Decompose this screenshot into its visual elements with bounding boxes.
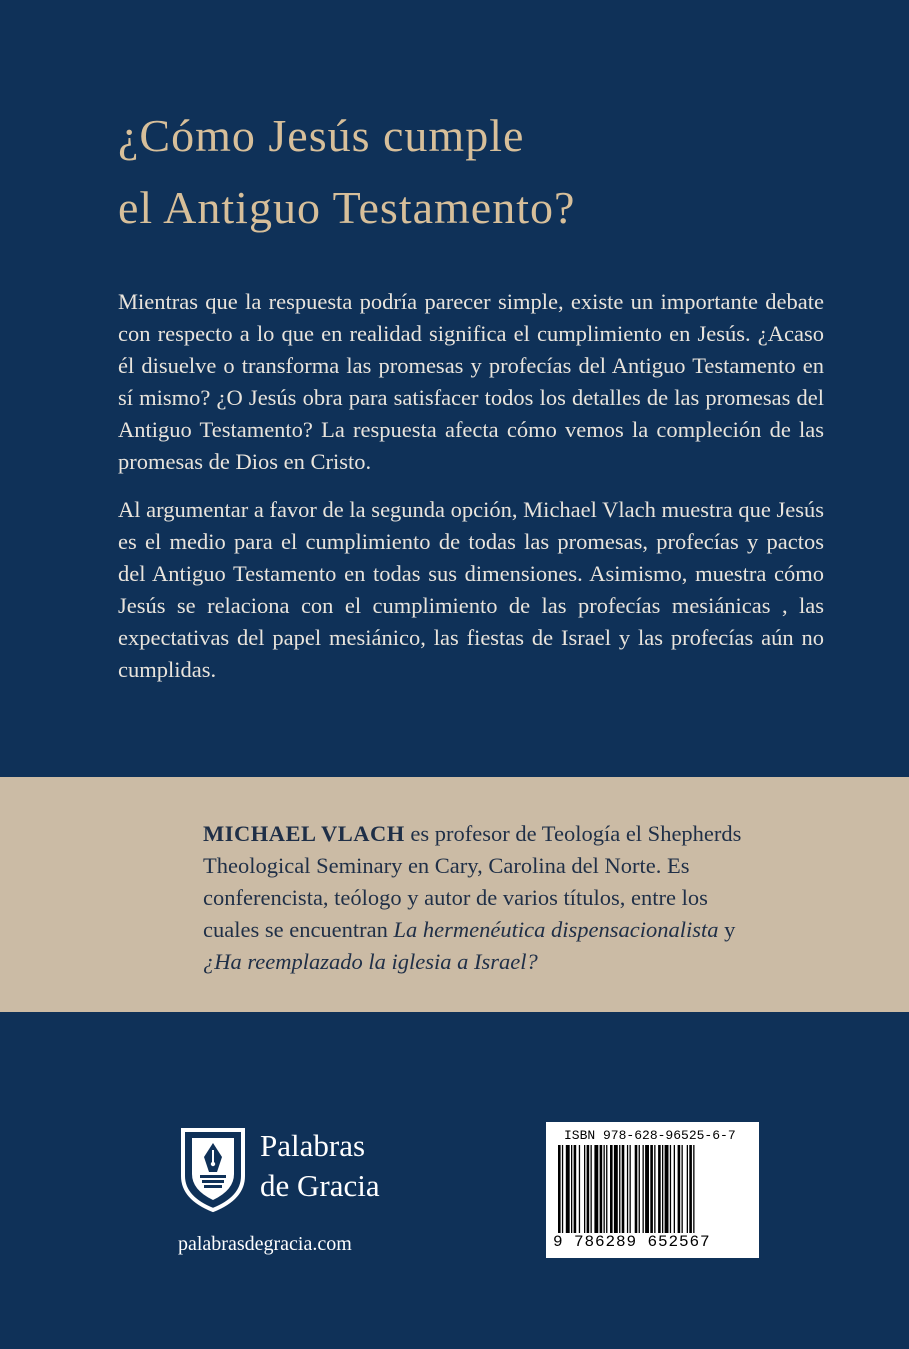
isbn-label: ISBN 978-628-96525-6-7 [564, 1128, 736, 1143]
barcode-bar [687, 1145, 688, 1233]
barcode-bar [650, 1145, 653, 1233]
book-description [118, 286, 824, 702]
publisher-name-line-2: de Gracia [260, 1168, 380, 1203]
barcode-icon [558, 1145, 748, 1235]
barcode-bar [678, 1145, 681, 1233]
description-paragraph-2: Al argumentar a favor de la segunda opción, Michael Vlach muestra que Jesús es el medio para el cumplimiento de todas las promesas, profecías y pactos del Antiguo Testamento en todas sus dimensiones. Asimismo, muestra cómo Jesús se relaciona con el cumplimiento de las profecías mesiánicas , las expectativas del papel mesiánico, las fiestas de Israel y las profecías aún no cumplidas. [118, 497, 824, 682]
bio-connector: y [718, 917, 736, 942]
barcode-bar [614, 1145, 618, 1233]
barcode-bar [693, 1145, 694, 1233]
author-bio-band [0, 777, 909, 1012]
pen-nib-shield-icon [178, 1124, 248, 1214]
ean-digits: 9 786289 652567 [553, 1233, 711, 1251]
barcode-bar [600, 1145, 603, 1233]
book-title-2: ¿Ha reemplazado la iglesia a Israel? [203, 949, 538, 974]
book-title-1: La hermenéutica dispensacionalista [393, 917, 719, 942]
barcode-bar [604, 1145, 605, 1233]
publisher-logo [178, 1124, 418, 1214]
barcode-bar [566, 1145, 570, 1233]
barcode-bar [682, 1145, 683, 1233]
description-paragraph-1: Mientras que la respuesta podría parecer simple, existe un importante debate con respecto a lo que en realidad significa el cumplimiento en Jesús. ¿Acaso él disuelve o transforma las promesas y profecías del Antiguo Testamento en sí mismo? ¿O Jesús obra para satisfacer todos los detalles de las promesas del Antiguo Testamento? La respuesta afecta cómo vemos la compleción de las promesas de Dios en Cristo. [118, 289, 824, 474]
barcode-bar [654, 1145, 655, 1233]
barcode-bar [587, 1145, 590, 1233]
barcode-bar [619, 1145, 620, 1233]
barcode-bar [670, 1145, 671, 1233]
barcode-bar [562, 1145, 563, 1233]
barcode-bar [558, 1145, 561, 1233]
barcode-bar [610, 1145, 613, 1233]
barcode-bar [574, 1145, 577, 1233]
barcode-bar [622, 1145, 625, 1233]
publisher-name [260, 1126, 380, 1206]
publisher-website: palabrasdegracia.com [178, 1233, 352, 1255]
barcode-bar [606, 1145, 607, 1233]
title-line-1: ¿Cómo Jesús cumple [118, 110, 525, 161]
barcode-bar [584, 1145, 585, 1233]
barcode-bar [662, 1145, 663, 1233]
publisher-name-line-1: Palabras [260, 1128, 366, 1163]
barcode-bar [571, 1145, 572, 1233]
isbn-barcode-box [546, 1122, 759, 1258]
cover-title [118, 100, 818, 244]
barcode-bar [689, 1145, 692, 1233]
author-bio-text: es profesor de Teología el Shepherds Theological Seminary en Cary, Carolina del Norte. Es conferencista, teólogo y autor de varios títulos, entre los cuales se encuentran [203, 821, 742, 942]
barcode-bar [579, 1145, 580, 1233]
author-name: MICHAEL VLACH [203, 821, 405, 846]
barcode-bar [635, 1145, 638, 1233]
barcode-bar [665, 1145, 669, 1233]
barcode-bar [658, 1145, 661, 1233]
barcode-bar [639, 1145, 640, 1233]
barcode-bar [674, 1145, 675, 1233]
barcode-bar [591, 1145, 592, 1233]
author-bio [203, 818, 759, 978]
barcode-bar [594, 1145, 598, 1233]
barcode-bar [627, 1145, 628, 1233]
title-line-2: el Antiguo Testamento? [118, 182, 576, 233]
barcode-bar [643, 1145, 644, 1233]
barcode-bar [645, 1145, 649, 1233]
barcode-bar [630, 1145, 631, 1233]
